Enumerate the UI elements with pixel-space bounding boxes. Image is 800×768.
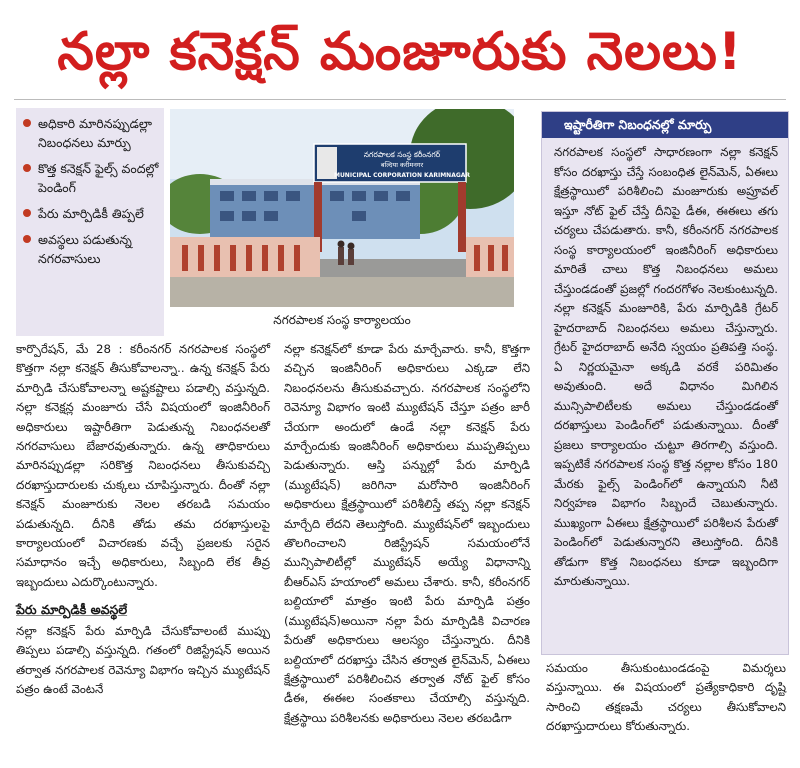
highlight-item: కొత్త కనెక్షన్ ఫైల్స్ వందల్లో పెండింగ్ xyxy=(38,161,159,195)
sign-text-english: MUNICIPAL CORPORATION KARIMNAGAR xyxy=(333,172,471,179)
article-paragraph: నల్లా కనెక్షన్ పేరు మార్పిడి చేసుకోవాలంటే ముప్పు తిప్పలు పడాల్సి వస్తున్నది. గతంలో రిజిస్ట్రేషన్ అయిన తర్వాత నగరపాలక రెవెన్యూ విభాగం ఇచ్చిన మ్యుటేషన్ పత్రం ఉంటే వెంటనే xyxy=(16,623,270,696)
article-paragraph: కార్పొరేషన్, మే 28 : కరీంనగర్ నగరపాలక సంస్థలో కొత్తగా నల్లా కనెక్షన్ తీసుకోవాలన్నా.. ఉన్న కనెక్షన్ పేరు మార్పిడి చేసుకోవాలన్నా అష్టకష్టాలు పడాల్సి వస్తున్నది. నల్లా కనెక్షన్ల మంజూరు చేసే విషయంలో ఇంజినీరింగ్ అధికారులు ఇష్టారీతిగా పెడుతున్న నిబంధనలతో నగరవాసులు బేజారవుతున్నారు. ఉన్న తాధికారులు మారినప్పుడల్లా సరికొత్త నిబంధనలు తీసుకువచ్చి దరఖాస్తుదారులకు చుక్కలు చూపిస్తున్నారు. దీంతో నల్లా కనెక్షన్ మంజూరుకు నెలల తరబడి సమయం పడుతున్నది. దీనికి తోడు తమ దరఖాస్తులపై కార్యాలయంలో విచారణకు వచ్చే ప్రజలకు సరైన సమాధానం ఇచ్చే అధికారులు, సిబ్బంది లేక తీవ్ర ఇబ్బందులు ఎదుర్కొంటున్నారు. xyxy=(16,342,270,589)
highlight-item: అవస్థలు పడుతున్న నగరవాసులు xyxy=(38,230,160,268)
sign-text-hindi: बल्दिया करीमनगर xyxy=(380,161,424,169)
article-column-2 xyxy=(284,340,530,728)
headline: నల్లా కనెక్షన్ మంజూరుకు నెలలు! xyxy=(57,22,743,82)
sidebar-box xyxy=(541,111,789,655)
highlight-item: అధికారి మారినప్పుడల్లా నిబంధనలు మార్పు xyxy=(38,114,160,152)
photo-caption: నగరపాలక సంస్థ కార్యాలయం xyxy=(273,313,411,327)
office-photo xyxy=(170,109,514,307)
article-paragraph: నల్లా కనెక్షన్‌లో కూడా పేరు మార్చేవారు. కానీ, కొత్తగా వచ్చిన ఇంజినీరింగ్ అధికారులు ఎక్కడా లేని నిబంధనలను తీసుకువచ్చారు. నగరపాలక సంస్థలోని రెవెన్యూ విభాగం ఇంటి మ్యుటేషన్ చేస్తూ పత్రం జారీ చేయగా అందులో ఉండే నల్లా కనెక్షన్ పేరు మార్చేందుకు ఇంజినీరింగ్ అధికారులు ముప్పతిప్పలు పెడుతున్నారు. ఆస్తి పన్నుల్లో పేరు మార్పిడి (మ్యుటేషన్) జరిగినా మరోసారి ఇంజినీరింగ్ అధికారులు క్షేత్రస్థాయిలో పరిశీలిస్తే తప్ప నల్లా కనెక్షన్ మార్చేది లేదని తెలుస్తోంది. మ్యుటేషన్‌లో ఇబ్బందులు తొలగించాలని రిజిస్ట్రేషన్ సమయంలోనే మున్సిపాలిటీల్లో మ్యుటేషన్ అయ్యే విధానాన్ని బీఆర్ఎస్ హయాంలో అమలు చేశారు. కానీ, కరీంనగర్ బల్దియాలో మాత్రం ఇంటి పేరు మార్పిడి పత్రం (మ్యుటేషన్)అయినా నల్లా పేరు మార్పిడికి విచారణ పేరుతో అధికారులు ఆలస్యం చేస్తున్నారు. దీనికి బల్దియాలో దరఖాస్తు చేసిన తర్వాత లైన్‌మెన్, ఏఈలు క్షేత్రస్థాయిలో పరిశీలించిన తర్వాత నోట్ ఫైల్ కోసం డీఈ, ఈఈల సంతకాలు చేయాల్సి వస్తున్నది. క్షేత్రస్థాయి పరిశీలనకు అధికారులు నెలల తరబడిగా xyxy=(284,342,530,725)
article-column-3 xyxy=(546,659,786,737)
article-paragraph: సమయం తీసుకుంటుండడంపై విమర్శలు వస్తున్నాయి. ఈ విషయంలో ప్రత్యేకాధికారి దృష్టి సారించి తక్షణమే చర్యలు తీసుకోవాలని దరఖాస్తుదారులు కోరుతున్నారు. xyxy=(546,661,786,734)
highlights-box xyxy=(16,108,164,336)
highlight-item: పేరు మార్పిడికీ తిప్పలే xyxy=(38,204,160,223)
highlights-list xyxy=(16,108,164,268)
sidebar-body: నగరపాలక సంస్థలో సాధారణంగా నల్లా కనెక్షన్ కోసం దరఖాస్తు చేస్తే సంబంధిత లైన్‌మెన్, ఏఈలు క్షేత్రస్థాయిలో పరిశీలించి మంజూరుకు అప్రూవల్ ఇస్తూ నోట్ ఫైల్ చేస్తే దీనిపై డీఈ, ఈఈలు తగు చర్యలు చేపడుతారు. కానీ, కరీంనగర్ నగరపాలక సంస్థ కార్యాలయంలో ఇంజినీరింగ్ అధికారులు మారితే చాలు కొత్త నిబంధనలు అమలు చేస్తుండడంతో ప్రజల్లో గందరగోళం నెలకుంటున్నది. నల్లా కనెక్షన్ మంజూరికి, పేరు మార్పిడికి గ్రేటర్ హైదరాబాద్ నిబంధనలు అమలు చేస్తున్నారు. గ్రేటర్ హైదరాబాద్ అనేది స్వయం ప్రతిపత్తి సంస్థ. ఏ నిర్ణయమైనా అక్కడి వరకే పరిమితం అవుతుంది. అదే విధానం మిగిలిన మున్సిపాలిటీలకు అమలు చేస్తుండడంతో దరఖాస్తులు పెండింగ్‌లో పడుతున్నాయి. దీంతో ప్రజలు కార్యాలయం చుట్టూ తిరగాల్సి వస్తుంది. ఇప్పటికే నగరపాలక సంస్థ కొత్త నల్లాల కోసం 180 మేరకు ఫైల్స్ పెండింగ్‌లో ఉన్నాయని నీటి నిర్వహణ విభాగం సిబ్బందే చెబుతున్నారు. ముఖ్యంగా ఏఈలు క్షేత్రస్థాయిలో పరిశీలన పేరుతో పెండింగ్‌లో పెడుతున్నారని తెలుస్తోంది. దీనికి తోడుగా కొత్త నిబంధనలు కూడా ఇబ్బందిగా మారుతున్నాయి. xyxy=(554,145,778,588)
sidebar-title: ఇష్టారీతిగా నిబంధనల్లో మార్పు xyxy=(542,112,788,138)
sign-text-telugu: నగరపాలక సంస్థ కరీంనగర్ xyxy=(363,150,441,159)
article-subheading: పేరు మార్పిడికీ అవస్థలే xyxy=(16,602,128,618)
divider xyxy=(14,99,786,100)
article-column-1 xyxy=(16,340,270,699)
